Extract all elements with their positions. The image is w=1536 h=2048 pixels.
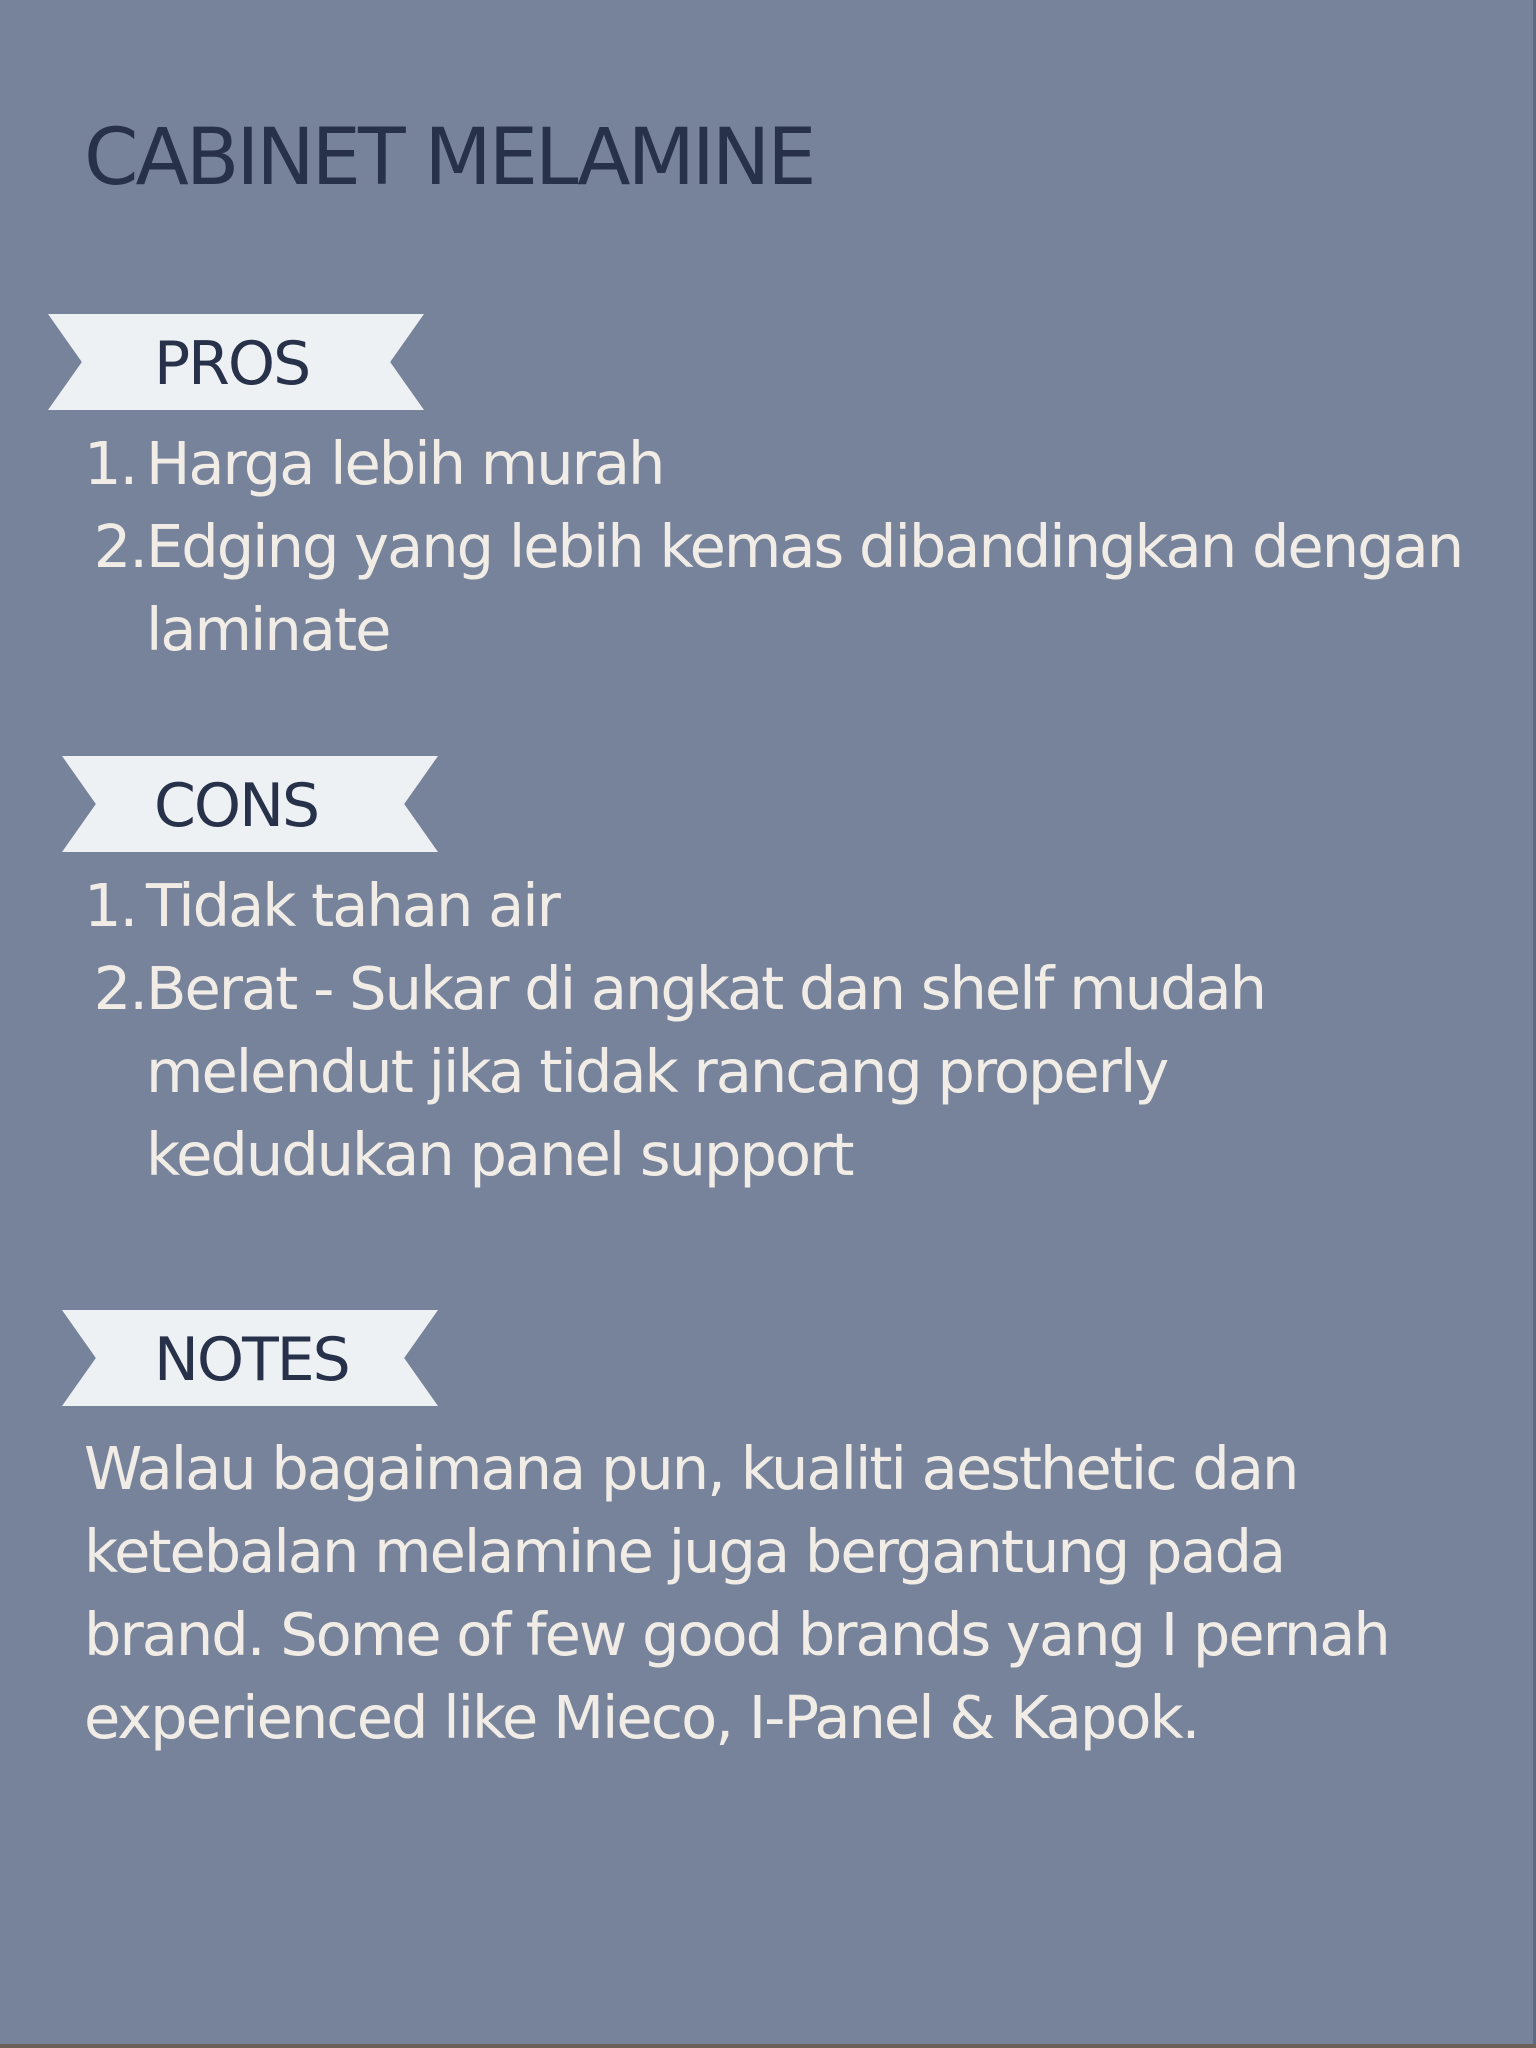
page-title: CABINET MELAMINE [84,113,814,203]
list-item-text: Edging yang lebih kemas dibandingkan dengan laminate [146,512,1463,664]
notes-label: NOTES [154,1325,349,1395]
list-item [84,422,1474,505]
list-item-number: 1. [84,429,137,498]
page-edge-bottom [0,2044,1536,2048]
cons-list [84,864,1474,1196]
list-item-text: Harga lebih murah [146,429,664,498]
list-item [84,864,1474,947]
list-item-text: Berat - Sukar di angkat dan shelf mudah melendut jika tidak rancang properly kedudukan panel support [146,954,1265,1189]
cons-label: CONS [154,771,319,841]
list-item [84,505,1474,671]
pros-label: PROS [154,329,310,399]
list-item [84,947,1474,1196]
pros-list [84,422,1474,671]
list-item-text: Tidak tahan air [146,871,559,940]
list-item-number: 2. [93,954,146,1023]
notes-paragraph: Walau bagaimana pun, kualiti aesthetic dan ketebalan melamine juga bergantung pada brand. Some of few good brands yang I pernah experienced like Mieco, I-Panel & Kapok. [84,1434,1389,1752]
list-item-number: 1. [84,871,137,940]
list-item-number: 2. [93,512,146,581]
